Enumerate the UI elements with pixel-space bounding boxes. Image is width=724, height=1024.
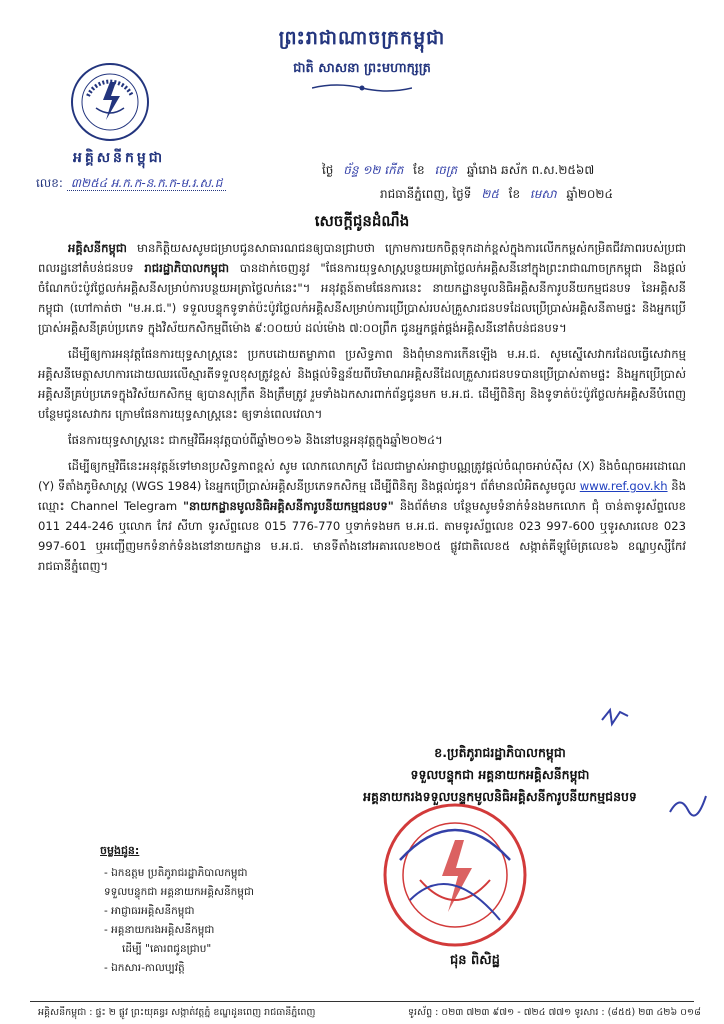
lunar-day: ច័ន្ទ ១២ កើត: [343, 163, 404, 177]
cc-item: ដើម្បី "គោរពជូនជ្រាប": [122, 943, 212, 955]
signer-name: ជុន ពិសិដ្ឋ: [450, 953, 500, 968]
paragraph-3: ផែនការយុទ្ធសាស្ត្រនេះ ជាកម្មវិធីអនុវត្តបាប់ពីឆ្នាំ២០១៦ និងនៅបន្តអនុវត្តក្នុងឆ្នាំ២០២៤។: [68, 433, 443, 447]
signature-line-1: ខ.ប្រតិភូរាជរដ្ឋាភិបាលកម្ពុជា: [434, 745, 566, 760]
p4-text-c: និងព័ត៌មាន បន្ថែមសូមទំនាក់ទំនងមកលោក ជុំ ចាន់តាទូរស័ព្ទលេខ 011 244-246 ឬលោក កែវ សីហា ទូរស័ព្ទលេខ 015 776-770 ឬទាក់ទងមក ម.អ.ជ. តាមទូរស័ព្ទលេខ 023 997-600 ឬទូរសារលេខ 023 997-601 ឬអញ្ជើញមកទំនាក់ទំនងនៅនាយកដ្ឋាន ម.អ.ជ. មានទីតាំងនៅអគារលេខ២០៥ ផ្លូវជាតិលេខ៥ សង្កាត់គីឡូម៉ែត្រលេខ៦ ខណ្ឌឫស្សីកែវ រាជធានីភ្នំពេញ។: [38, 499, 686, 573]
ref-label: លេខ:: [36, 176, 63, 190]
paragraph-4: [38, 456, 686, 576]
cc-item: - ឯកសារ-កាលប្បវត្តិ: [104, 962, 185, 974]
footer-contact: ទូរស័ព្ទ : ០២៣ ៧២៣ ៩៧១ - ៧២៤ ៧៧១ ទូរសារ : (៨៥៥) ២៣ ៤២៦ ០១៨: [408, 1007, 701, 1018]
p1-lead: អគ្គិសនីកម្ពុជា: [68, 241, 127, 255]
cc-item: - អគ្គនាយករងអគ្គិសនីកម្ពុជា: [104, 924, 215, 936]
city-prefix: រាជធានីភ្នំពេញ, ថ្ងៃទី: [380, 187, 472, 201]
lunar-year: ឆ្នាំរោង ឆស័ក ព.ស.២៥៦៧: [466, 163, 595, 177]
month-label: ខែ: [508, 187, 521, 201]
official-stamp: [380, 800, 530, 950]
date-month: មេសា: [529, 187, 557, 201]
reference-line: [36, 175, 226, 193]
cc-title: ចម្លងជូន:: [100, 844, 140, 857]
footer-divider: [30, 1001, 694, 1002]
edc-logo: [70, 62, 150, 142]
signature-line-3: អគ្គនាយករងទទួលបន្ទុកមូលនិធិអគ្គិសនីការូបនីយកម្មជនបទ: [363, 789, 637, 804]
p4-text-b: និងឈ្មោះ Channel Telegram: [38, 479, 686, 513]
paragraph-2: ដើម្បីឲ្យការអនុវត្តផែនការយុទ្ធសាស្ត្រនេះ ប្រកបដោយតម្លាភាព ប្រសិទ្ធភាព និងពុំមានការកើនឡើង ម.អ.ជ. សូមស្នើសេវាករដែលធ្វើសេវាកម្មអគ្គិសនីមេត្តាសហការដោយឈរលើស្មារតីទទួលខុសត្រូវខ្ពស់ និងផ្តល់ទិន្នន័យពីបរិមាណអគ្គិសនីដែលគ្រួសារជនបទបានប្រើប្រាស់តាមផ្ទះ និងអ្នកប្រើប្រាស់អគ្គិសនីគ្រប់ប្រភេទក្នុងវិស័យកសិកម្ម ឲ្យបានសុក្រឹត និងត្រឹមត្រូវ រួមទាំងឯកសារពាក់ព័ន្ធជូនមក ម.អ.ជ. ដើម្បីពិនិត្យ និងទូទាត់ប៉ះប៉ូវថ្លៃលក់អគ្គិសនីបំពេញបន្ថែមជូនសេវាករ ក្រោមផែនការយុទ្ធសាស្ត្រនេះ ឲ្យទាន់ពេលវេលា។: [38, 347, 686, 421]
cc-item: ទទួលបន្ទុកជា អគ្គនាយកអគ្គិសនីកម្ពុជា: [104, 886, 254, 898]
org-name: អគ្គិសនីកម្ពុជា: [72, 150, 166, 166]
footer-address: អគ្គិសនីកម្ពុជា : ផ្ទះ ២ ផ្លូវ ព្រះយុគន្ធរ សង្កាត់វត្តភ្នំ ខណ្ឌដូនពេញ រាជធានីភ្នំពេញ: [38, 1007, 316, 1018]
document-title: សេចក្តីជូនដំណឹង: [314, 212, 410, 230]
website-link[interactable]: www.ref.gov.kh: [579, 479, 668, 493]
p1-text-b: បានដាក់ចេញនូវ "ផែនការយុទ្ធសាស្ត្របន្ថយអត្រាថ្លៃលក់អគ្គិសនីនៅក្នុងព្រះរាជាណាចក្រកម្ពុជា និងផ្តល់ចំណែកប៉ះប៉ូវថ្លៃលក់អគ្គិសនីសម្រាប់ការបន្ថយអត្រាថ្លៃលក់នេះ"។ អនុវត្តន៍តាមផែនការនេះ នាយកដ្ឋានមូលនិធិអគ្គិសនីការូបនីយកម្មជនបទ នៃអគ្គិសនីកម្ពុជា (ហៅកាត់ថា "ម.អ.ជ.") ទទួលបន្ទុកទូទាត់ប៉ះប៉ូវថ្លៃលក់អគ្គិសនីសម្រាប់ការប្រើប្រាស់របស់គ្រួសារជនបទដែលប្រើប្រាស់អគ្គិសនីតាមផ្ទះ និងអ្នកប្រើប្រាស់អគ្គិសនីគ្រប់ប្រភេទ ក្នុងវិស័យកសិកម្មពីម៉ោង ៩:០០យប់ ដល់ម៉ោង ៧:០០ព្រឹក ជូនអ្នកផ្គត់ផ្គង់អគ្គិសនីនៅតំបន់ជនបទ។: [38, 261, 686, 335]
initial-mark: [600, 706, 630, 728]
signature-line-2: ទទួលបន្ទុកជា អគ្គនាយកអគ្គិសនីកម្ពុជា: [410, 767, 590, 782]
ref-number: ៣២៥៤ អ.ក.ក-ន.ក.ក-ម.រ.ស.ជ: [67, 176, 227, 191]
cc-item: - ឯកឧត្តម ប្រតិភូរាជរដ្ឋាភិបាលកម្ពុជា: [104, 867, 248, 879]
document-body: [38, 238, 686, 582]
cc-list: [104, 864, 254, 978]
western-date: [380, 186, 613, 204]
ornament-divider: [312, 82, 412, 94]
cc-item: - អាជ្ញាធរអគ្គិសនីកម្ពុជា: [104, 905, 195, 917]
date-year: ឆ្នាំ២០២៤: [566, 187, 614, 201]
p4-text-a: ដើម្បីឲ្យកម្មវិធីនេះអនុវត្តន៍ទៅមានប្រសិទ្ធភាពខ្ពស់ សូម លោកលោកស្រី ដែលជាម្ចាស់អាជ្ញាបណ្ណត្រូវផ្តល់ចំណុចអាប់ស៊ីស (X) និងចំណុចអរដោណេ (Y) ទីតាំងភូមិសាស្ត្រ (WGS 1984) នៃអ្នកប្រើប្រាស់អគ្គិសនីប្រភេទកសិកម្ម ដើម្បីពិនិត្យ និងផ្តល់ជូន។ ព័ត៌មានលំអិតសូមចូល: [38, 459, 686, 493]
signature-scribble-small: [668, 790, 708, 820]
date-day: ២៥: [481, 187, 499, 201]
lunar-prefix: ថ្ងៃ: [322, 163, 334, 177]
lunar-date: [322, 162, 594, 180]
lunar-month: ចេត្រ: [434, 163, 458, 177]
signature-block: [300, 742, 700, 808]
lunar-month-label: ខែ: [413, 163, 425, 177]
telegram-channel: "នាយកដ្ឋានមូលនិធិអគ្គិសនីការូបនីយកម្មជនបទ": [183, 499, 394, 513]
p1-government: រាជរដ្ឋាភិបាលកម្ពុជា: [144, 261, 230, 275]
p1-text-a: មានកិត្តិយសសូមជម្រាបជូនសាធារណជនឲ្យបានជ្រាបថា ក្រោមការយកចិត្តទុកដាក់ខ្ពស់ក្នុងការលើកកម្ពស់កម្រិតជីវភាពរបស់ប្រជាពលរដ្ឋនៅតំបន់ជនបទ: [38, 241, 686, 275]
national-motto: ជាតិ សាសនា ព្រះមហាក្សត្រ: [293, 61, 431, 76]
kingdom-heading: ព្រះរាជាណាចក្រកម្ពុជា: [278, 27, 446, 49]
paragraph-1: [38, 238, 686, 338]
